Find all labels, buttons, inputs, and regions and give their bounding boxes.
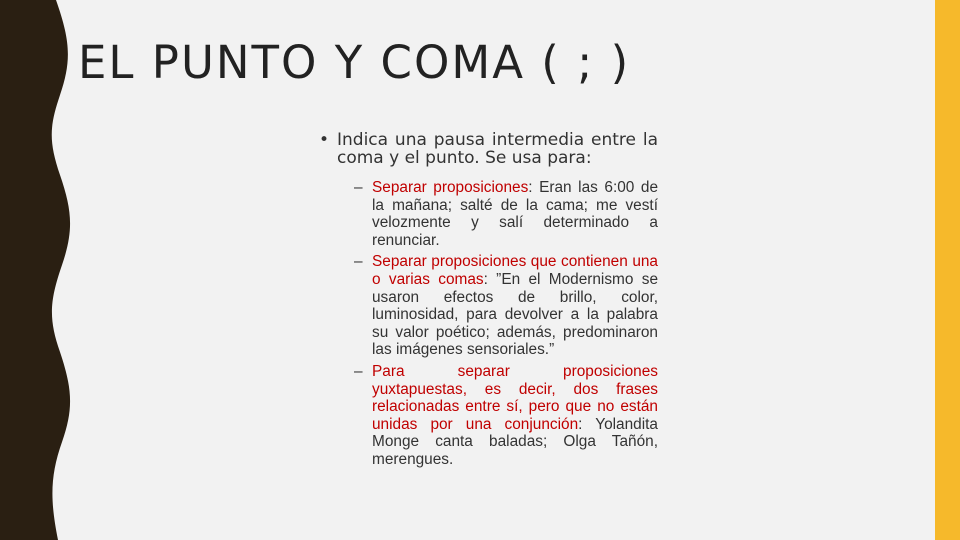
main-bullet-text: Indica una pausa intermedia entre la coma y el punto. Se usa para: [337,130,658,168]
sub-bullet-item [316,253,658,359]
slide-content [316,131,658,473]
sub-bullet-highlight: Separar proposiciones que contienen una o varias comas [372,253,658,288]
main-bullet [316,131,658,167]
sub-bullet-text: : ”En el Modernismo se usaron efectos de brillo, color, luminosidad, para devolver a la palabra su valor poético; además, predominaron las imágenes sensoriales.” [372,270,659,359]
sub-bullet-item [316,363,658,469]
sub-bullet-highlight: Para separar proposiciones yuxtapuestas, es decir, dos frases relacionadas entre sí, pero que no están unidas por una conjunción [372,362,658,433]
slide-title: EL PUNTO Y COMA ( ; ) [78,36,631,89]
left-wavy-band [0,0,80,540]
sub-bullet-highlight: Separar proposiciones [372,179,529,196]
right-accent-bar [935,0,960,540]
sub-bullet-item [316,179,658,249]
bullet-marker: • [319,130,330,150]
dash-marker: – [354,253,363,271]
dash-marker: – [354,179,363,196]
sub-bullet-text: : Eran las 6:00 de la mañana; salté de la cama; me vestí velozmente y salí determinado a renunciar. [372,179,659,249]
dash-marker: – [354,362,363,380]
sub-bullet-text: : Yolandita Monge canta baladas; Olga Tañón, merengues. [372,415,658,468]
sub-bullet-list [316,179,658,469]
